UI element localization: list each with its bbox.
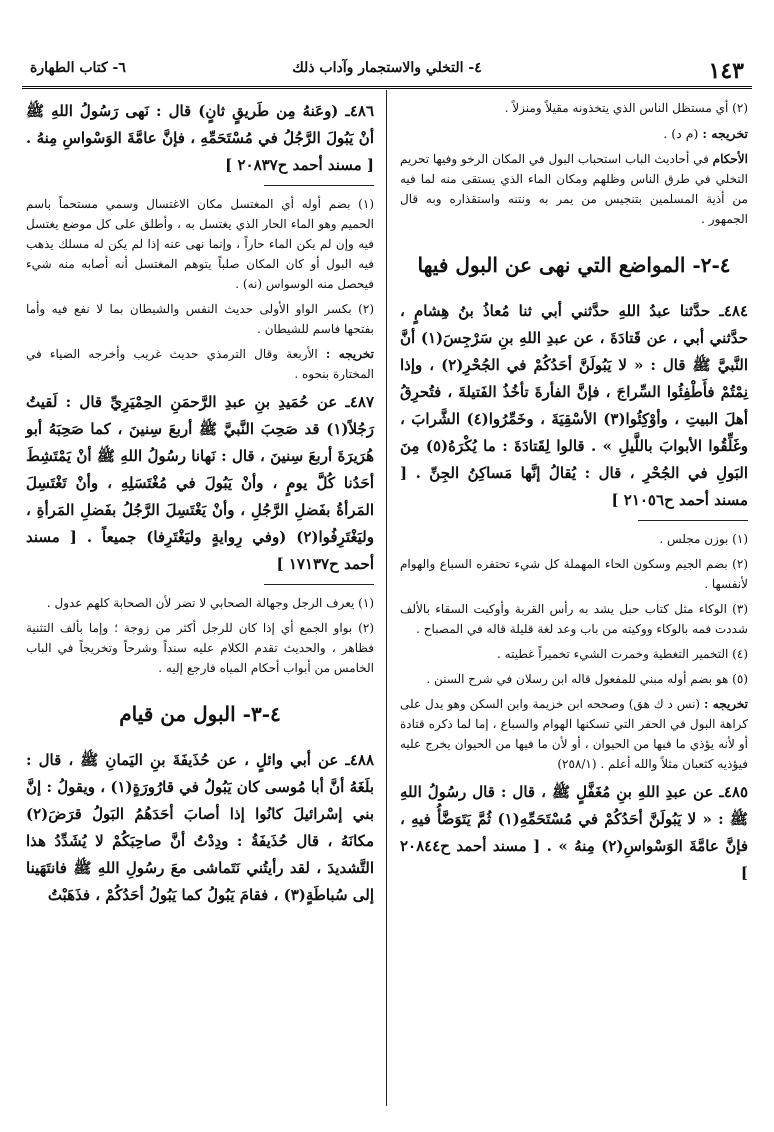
ahkam-text: في أحاديث الباب استحباب البول في المكان الرخو وفيها تحريم التخلي في طرق الناس وظلهم ومكان الماء الذي يستقى منه لما فيه من أذية المسلمين بتنجيس من يمر به ونتنه واستقذاره وبه قال الجمهور .: [400, 152, 748, 226]
hadith-486: ٤٨٦ـ (وعَنهُ مِن طَريقٍ ثانٍ) قال : نَهى رَسُولُ اللهِ ﷺ أنْ يَبُولَ الرَّجُلُ في مُسْتَحَمِّهِ ، فإنَّ عامَّةَ الوَسْواسِ مِنهُ . [ مسند أحمد ح٢٠٨٣٧ ]: [26, 102, 374, 174]
page-number: ١٤٣: [708, 58, 744, 84]
takhrij-text: الأربعة وقال الترمذي حديث غريب وأخرجه الضياء في المختارة بنحوه .: [26, 347, 374, 381]
chapter-title: ٤- التخلي والاستجمار وآداب ذلك: [292, 60, 482, 76]
footnote: (٤) التخمير التغطية وخمرت الشيء تخميراً غطيته .: [497, 647, 748, 661]
header-rule: [22, 86, 752, 89]
hadith-484: ٤٨٤ـ حدَّثنا عبدُ اللهِ حدَّثني أبي ثنا مُعاذُ بنُ هِشامٍ ، حدَّثني أبي ، عن قَتادَةَ ، عن عبدِ اللهِ بنِ سَرْجِسَ(١) أنَّ النَّبيَّ ﷺ قال : « لا يَبُولَنَّ أحَدُكُمْ في الجُحْرِ(٢) ، وإذا نِمْتُمْ فأَطْفِئُوا السِّراجَ ، فإنَّ الفأرةَ تأخُذُ الفَتيلةَ ، فتُحرِقُ أهلَ البيتِ ، وأوْكِئُوا(٣) الأسْقِيَةَ ، وخَمِّرُوا(٤) الشَّرابَ ، وغَلِّقُوا الأبوابَ باللَّيلِ » . قالوا لِقَتادَةَ : ما يُكْرَهُ(٥) مِنَ البَولِ في الجُحْرِ ، قال : يُقالُ إنَّها مَساكِنُ الجِنِّ . [ مسند أحمد ح٢١٠٥٦ ]: [400, 302, 748, 509]
section-title: ٤-٣- البول من قيام: [119, 702, 281, 726]
hadith-485: ٤٨٥ـ عن عبدِ اللهِ بنِ مُغَفَّلٍ ﷺ ، قال : قال رسُولُ اللهِ ﷺ : « لا يَبُولَنَّ أحَدُكُمْ في مُسْتَحَمِّهِ(١) ثُمَّ يَتَوَضَّأُ فيهِ ، فإنَّ عامَّةَ الوَسْواسِ(٢) مِنهُ » . [ مسند أحمد ح٢٠٨٤٤ ]: [400, 783, 749, 882]
takhrij-label: تخريجه :: [704, 697, 748, 711]
takhrij-label: تخريجه :: [702, 126, 748, 141]
book-title: ٦- كتاب الطهارة: [30, 60, 126, 76]
ahkam-label: الأحكام: [712, 152, 748, 166]
footnote: (١) بضم أوله أي المغتسل مكان الاغتسال وسمي مستحماً باسم الحميم وهو الماء الحار الذي يغتسل به ، وأطلق على كل موضع يغتسل فيه وإن لم يكن الماء حاراً ، وإنما نهى عنه إذا لم يكن له مسلك يذهب فيه البول أو كان المكان صلباً يتوهم المغتسل أنه أصابه منه شيء فيحصل منه الوسواس (نه) .: [26, 197, 374, 291]
footnote: (٥) هو بضم أوله مبني للمفعول قاله ابن رسلان في شرح السنن .: [426, 672, 748, 686]
ahkam: [400, 149, 748, 229]
footnote: (٢) أي مستظل الناس الذي يتخذونه مقيلاً ومنزلاً .: [504, 101, 748, 115]
column-divider: [386, 90, 387, 1106]
takhrij: [26, 344, 374, 384]
left-column: [26, 98, 374, 914]
footnote: (٢) بواو الجمع أي إذا كان للرجل أكثر من زوجة ؛ وإما بألف التثنية فظاهر ، والحديث تقدم الكلام عليه سنداً وشرحاً وتخريجاً في الباب الخامس من أبواب أحكام المياه فارجع إليه .: [26, 621, 374, 675]
takhrij-text: (نس د ك هق) وصححه ابن خزيمة وابن السكن وهو يدل على كراهة البول في الحفر التي تسكنها الهوام والسباع ، إما لما ذكره قتادة أو لأنه يؤذي ما فيها من الحيوان ، أو لأن ما فيها من الحيوان يخرج عليه فيؤذيه كثعبان مثلاً والله أعلم . (٢٥٨/١): [400, 697, 748, 771]
footnote-separator: [264, 185, 374, 186]
footnote: (٣) الوكاء مثل كتاب حبل يشد به رأس القربة وأوكيت السقاء بالألف شددت فمه بالوكاء ووكيته من باب وعد لغة قليلة قاله في المصباح .: [400, 602, 749, 636]
takhrij-label: تخريجه :: [325, 347, 374, 361]
hadith-488: ٤٨٨ـ عن أبي وائلٍ ، عن حُذَيفَةَ بنِ اليَمانِ ﷺ ، قال : بلَغَهُ أنَّ أبا مُوسى كان يَبُولُ في قارُورَةٍ(١) ، ويقولُ : إنَّ بني إسْرائيلَ كانُوا إذا أصابَ أحَدَهُمُ البَولُ قرَضَ(٢) مكانَهُ ، قال حُذَيفَةُ : ودِدْتُ أنَّ صاحِبَكُمْ لا يُشَدِّدُ هذا التَّشديدَ ، لقد رأيتُني نَتَماشى معَ رسُولِ اللهِ ﷺ فانتَهَينا إلى سُباطَةٍ(٣) ، فقامَ يَبُولُ كما يَبُولُ أحَدُكُمْ ، فذَهَبْتُ: [26, 751, 374, 904]
footnote-separator: [638, 520, 748, 521]
page-header: [22, 54, 752, 84]
takhrij: [400, 694, 748, 774]
footnote-separator: [264, 584, 374, 585]
footnote: (٢) بضم الجيم وسكون الحاء المهملة كل شيء تحتفره السباع والهوام لأنفسها .: [400, 557, 748, 591]
hadith-487: ٤٨٧ـ عن حُمَيدِ بنِ عبدِ الرَّحمَنِ الحِمْيَرِيِّ قال : لَقيتُ رَجُلاً(١) قد صَحِبَ النَّبيَّ ﷺ أربعَ سِنينَ ، كما صَحِبَهُ أبو هُرَيرَةَ أربعَ سِنينَ ، قال : نَهانا رسُولُ اللهِ ﷺ أنْ يَمْتَشِطَ أحَدُنا كُلَّ يومٍ ، وأنْ يَبُولَ في مُغْتَسَلِهِ ، وأنْ تَغْتَسِلَ المَرأةُ بفَضلِ الرَّجُلِ ، وأنْ يَغْتَسِلَ الرَّجُلُ بفَضلِ المَرأةِ ، وليَغْتَرِفُوا(٢) (وفي رِوايةٍ وليَغْتَرِفا) جميعاً . [ مسند أحمد ح١٧١٣٧ ]: [26, 393, 374, 573]
footnote: (١) يعرف الرجل وجهالة الصحابي لا تضر لأن الصحابة كلهم عدول .: [46, 596, 374, 610]
footnote: (٢) بكسر الواو الأولى حديث النفس والشيطان بما لا نفع فيه وأما بفتحها فاسم للشيطان .: [26, 302, 374, 336]
right-column: [400, 98, 748, 892]
takhrij: [400, 123, 748, 144]
section-title: ٤-٢- المواضع التي نهى عن البول فيها: [417, 253, 731, 277]
takhrij-text: (م د) .: [663, 126, 699, 141]
footnote: (١) بوزن مجلس .: [659, 532, 748, 546]
